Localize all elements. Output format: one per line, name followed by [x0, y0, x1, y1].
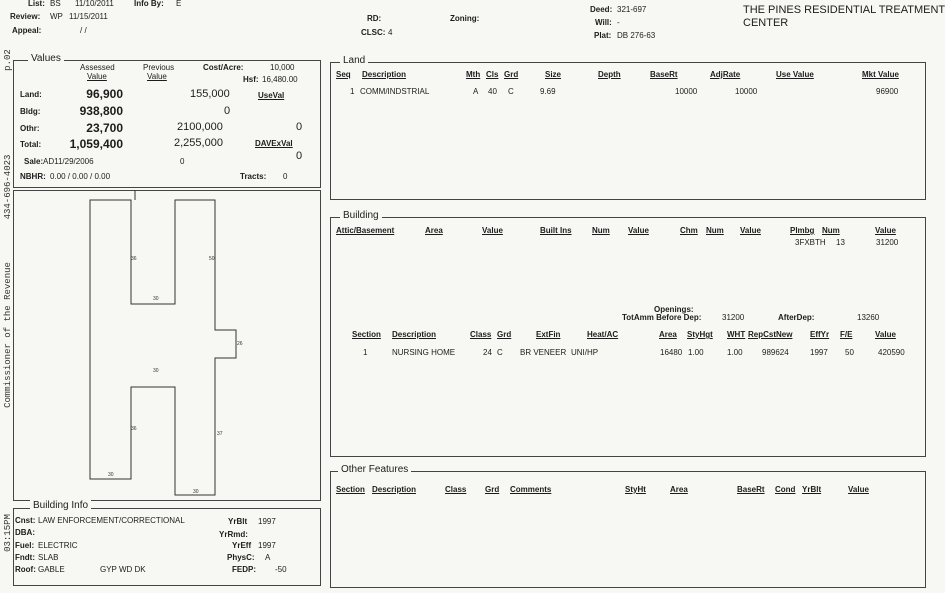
- section-number: 1: [363, 348, 368, 357]
- land-assessed: 96,900: [86, 87, 123, 101]
- fedp-value: -50: [275, 565, 287, 574]
- sketch-dim-5: 30: [153, 368, 159, 374]
- section-col-extfin: ExtFin: [536, 330, 561, 339]
- land-mkt-value: 96900: [876, 87, 899, 96]
- fndt-label: Fndt:: [15, 553, 35, 562]
- dba-label: DBA:: [15, 528, 35, 537]
- land-previous: 155,000: [190, 88, 230, 100]
- owner-name-line1: THE PINES RESIDENTIAL TREATMENT: [743, 4, 945, 16]
- appeal-value: / /: [80, 26, 87, 35]
- section-col-grd: Grd: [497, 330, 512, 339]
- tracts-value: 0: [283, 172, 288, 181]
- of-col-cond: Cond: [775, 485, 796, 494]
- land-col-adjrate: AdjRate: [710, 70, 741, 79]
- sketch-dim-8: 30: [108, 472, 114, 478]
- land-col-size: Size: [545, 70, 562, 79]
- openings-label: Openings:: [654, 305, 694, 314]
- fax-page-number: p.02: [3, 49, 13, 71]
- sketch-dim-9: 30: [193, 489, 199, 495]
- use-value-link[interactable]: UseVal: [258, 91, 285, 100]
- values-title: Values: [28, 53, 64, 64]
- physc-label: PhysC:: [227, 553, 255, 562]
- of-col-grd: Grd: [485, 485, 500, 494]
- section-col-fe: F/E: [840, 330, 853, 339]
- fax-phone-number: 434-696-4023: [3, 154, 13, 220]
- hsf-label: Hsf:: [243, 75, 259, 84]
- roof-value: GABLE: [38, 565, 65, 574]
- land-panel: [330, 62, 926, 200]
- of-col-styht: StyHt: [625, 485, 646, 494]
- physc-value: A: [265, 553, 271, 562]
- section-heat-ac: UNI/HP: [571, 348, 599, 357]
- cost-acre-label: Cost/Acre:: [203, 63, 244, 72]
- plat-value: DB 276-63: [617, 31, 656, 40]
- plumbing-num: 13: [836, 238, 845, 247]
- nbhr-value: 0.00 / 0.00 / 0.00: [50, 172, 111, 181]
- of-col-yrblt: YrBlt: [802, 485, 822, 494]
- tracts-label: Tracts:: [240, 172, 267, 181]
- land-title: Land: [340, 55, 368, 66]
- section-styhgt: 1.00: [688, 348, 704, 357]
- attic-col-plmbg: Plmbg: [790, 226, 815, 235]
- yrblt-value: 1997: [258, 517, 276, 526]
- attic-col-plmbg-value: Value: [875, 226, 896, 235]
- clsc-label: CLSC:: [361, 28, 386, 37]
- yrblt-label: YrBlt: [228, 517, 248, 526]
- of-col-value: Value: [848, 485, 869, 494]
- attic-col-num: Num: [592, 226, 610, 235]
- review-value: WP: [50, 12, 63, 21]
- col-previous-2: Value: [147, 72, 167, 81]
- sketch-dim-3: 30: [153, 296, 159, 302]
- land-seq: 1: [350, 87, 355, 96]
- attic-col-chm-value: Value: [740, 226, 761, 235]
- section-description: NURSING HOME: [392, 348, 456, 357]
- total-assessed: 1,059,400: [69, 137, 123, 151]
- bldg-previous: 0: [224, 105, 231, 117]
- land-col-seq: Seq: [336, 70, 351, 79]
- section-class: 24: [483, 348, 492, 357]
- of-col-area: Area: [670, 485, 688, 494]
- section-col-wht: WHT: [727, 330, 746, 339]
- land-col-use-value: Use Value: [776, 70, 814, 79]
- land-col-cls: Cls: [486, 70, 499, 79]
- tot-amm-value: 31200: [722, 313, 745, 322]
- building-sketch: [13, 190, 319, 499]
- total-row-label: Total:: [20, 140, 42, 149]
- section-col-section: Section: [352, 330, 381, 339]
- attic-col-chm-num: Num: [706, 226, 724, 235]
- othr-row-label: Othr:: [20, 124, 40, 133]
- bldg-row-label: Bldg:: [20, 107, 41, 116]
- deed-label: Deed:: [590, 5, 613, 14]
- yrrmd-label: YrRmd:: [219, 530, 248, 539]
- appeal-label: Appeal:: [12, 26, 42, 35]
- othr-previous: 2100,000: [177, 121, 223, 133]
- building-title: Building: [340, 210, 382, 221]
- section-col-value: Value: [875, 330, 896, 339]
- info-by-label: Info By:: [134, 0, 164, 8]
- col-assessed-2: Value: [87, 72, 107, 81]
- cnst-value: LAW ENFORCEMENT/CORRECTIONAL: [38, 516, 185, 525]
- total-previous: 2,255,000: [174, 137, 223, 149]
- attic-col-value2: Value: [628, 226, 649, 235]
- section-extfin: BR VENEER: [520, 348, 567, 357]
- land-cls: 40: [488, 87, 497, 96]
- fuel-value: ELECTRIC: [38, 541, 78, 550]
- sketch-dim-4: 26: [237, 341, 243, 347]
- section-col-repcstnew: RepCstNew: [748, 330, 793, 339]
- rd-label: RD:: [367, 14, 382, 23]
- after-dep-value: 13260: [857, 313, 880, 322]
- plumbing-code: 3FXBTH: [795, 238, 826, 247]
- section-col-effyr: EffYr: [810, 330, 830, 339]
- section-repcstnew: 989624: [762, 348, 789, 357]
- deed-value: 321-697: [617, 5, 647, 14]
- col-assessed-1: Assessed: [80, 63, 115, 72]
- list-label: List:: [28, 0, 45, 8]
- davexval-link[interactable]: DAVExVal: [255, 139, 293, 148]
- attic-col-builtins: Built Ins: [540, 226, 572, 235]
- land-col-description: Description: [362, 70, 407, 79]
- othr-assessed: 23,700: [86, 121, 123, 135]
- sale-value: AD11/29/2006: [43, 157, 94, 166]
- land-adjrate: 10000: [735, 87, 758, 96]
- attic-col-attic: Attic/Basement: [336, 226, 395, 235]
- tot-amm-label: TotAmm Before Dep:: [622, 313, 702, 322]
- cnst-label: Cnst:: [15, 516, 36, 525]
- of-col-comments: Comments: [510, 485, 552, 494]
- land-col-basert: BaseRt: [650, 70, 678, 79]
- land-col-mth: Mth: [466, 70, 481, 79]
- section-wht: 1.00: [727, 348, 743, 357]
- review-label: Review:: [10, 12, 41, 21]
- list-value: BS: [50, 0, 61, 8]
- land-mth: A: [473, 87, 479, 96]
- fax-time: 03:15PM: [3, 514, 13, 552]
- land-row-label: Land:: [20, 90, 42, 99]
- will-value: -: [617, 18, 620, 27]
- section-col-styhgt: StyHgt: [687, 330, 713, 339]
- land-col-grd: Grd: [504, 70, 519, 79]
- fedp-label: FEDP:: [232, 565, 256, 574]
- section-col-description: Description: [392, 330, 437, 339]
- sale-label: Sale:: [24, 157, 44, 166]
- hsf-value: 16,480.00: [262, 75, 298, 84]
- col-previous-1: Previous: [143, 63, 175, 72]
- section-effyr: 1997: [810, 348, 828, 357]
- review-date: 11/15/2011: [69, 12, 108, 21]
- of-col-description: Description: [372, 485, 417, 494]
- plat-label: Plat:: [594, 31, 612, 40]
- section-col-heat-ac: Heat/AC: [587, 330, 619, 339]
- attic-col-value: Value: [482, 226, 503, 235]
- fndt-value: SLAB: [38, 553, 59, 562]
- land-basert: 10000: [675, 87, 698, 96]
- attic-col-area: Area: [425, 226, 443, 235]
- of-col-section: Section: [336, 485, 365, 494]
- land-description: COMM/INDSTRIAL: [360, 87, 430, 96]
- fax-office-name: Commissioner of the Revenue: [3, 262, 13, 408]
- of-col-class: Class: [445, 485, 467, 494]
- bldg-assessed: 938,800: [79, 104, 123, 118]
- sketch-dim-1: 36: [131, 256, 137, 262]
- attic-col-chm: Chm: [680, 226, 698, 235]
- owner-name-line2: CENTER: [743, 17, 789, 29]
- attic-col-plmbg-num: Num: [822, 226, 840, 235]
- cost-acre-value: 10,000: [270, 63, 295, 72]
- building-outline: [90, 200, 236, 495]
- nbhr-label: NBHR:: [20, 172, 46, 181]
- section-col-class: Class: [470, 330, 492, 339]
- section-value: 420590: [878, 348, 905, 357]
- other-features-title: Other Features: [338, 464, 411, 475]
- info-by-value: E: [176, 0, 182, 8]
- of-col-basert: BaseRt: [737, 485, 765, 494]
- sale-zero: 0: [180, 157, 185, 166]
- land-col-mkt-value: Mkt Value: [862, 70, 899, 79]
- sketch-dim-6: 36: [131, 426, 137, 432]
- land-grd: C: [508, 87, 514, 96]
- othr-right-value: 0: [296, 121, 303, 133]
- yreff-label: YrEff: [232, 541, 252, 550]
- section-area: 16480: [660, 348, 683, 357]
- sketch-dim-2: 50: [209, 256, 215, 262]
- list-date: 11/10/2011: [75, 0, 114, 8]
- section-fe: 50: [845, 348, 854, 357]
- roof-extra: GYP WD DK: [100, 565, 146, 574]
- building-info-title: Building Info: [30, 500, 91, 511]
- fuel-label: Fuel:: [15, 541, 35, 550]
- section-grd: C: [497, 348, 503, 357]
- will-label: Will:: [595, 18, 612, 27]
- zoning-label: Zoning:: [450, 14, 480, 23]
- section-col-area: Area: [659, 330, 677, 339]
- total-right-zero: 0: [296, 150, 303, 162]
- sketch-dim-7: 37: [217, 431, 223, 437]
- yreff-value: 1997: [258, 541, 276, 550]
- land-size: 9.69: [540, 87, 556, 96]
- clsc-value: 4: [388, 28, 393, 37]
- after-dep-label: AfterDep:: [778, 313, 815, 322]
- plumbing-value: 31200: [876, 238, 899, 247]
- land-col-depth: Depth: [598, 70, 621, 79]
- roof-label: Roof:: [15, 565, 36, 574]
